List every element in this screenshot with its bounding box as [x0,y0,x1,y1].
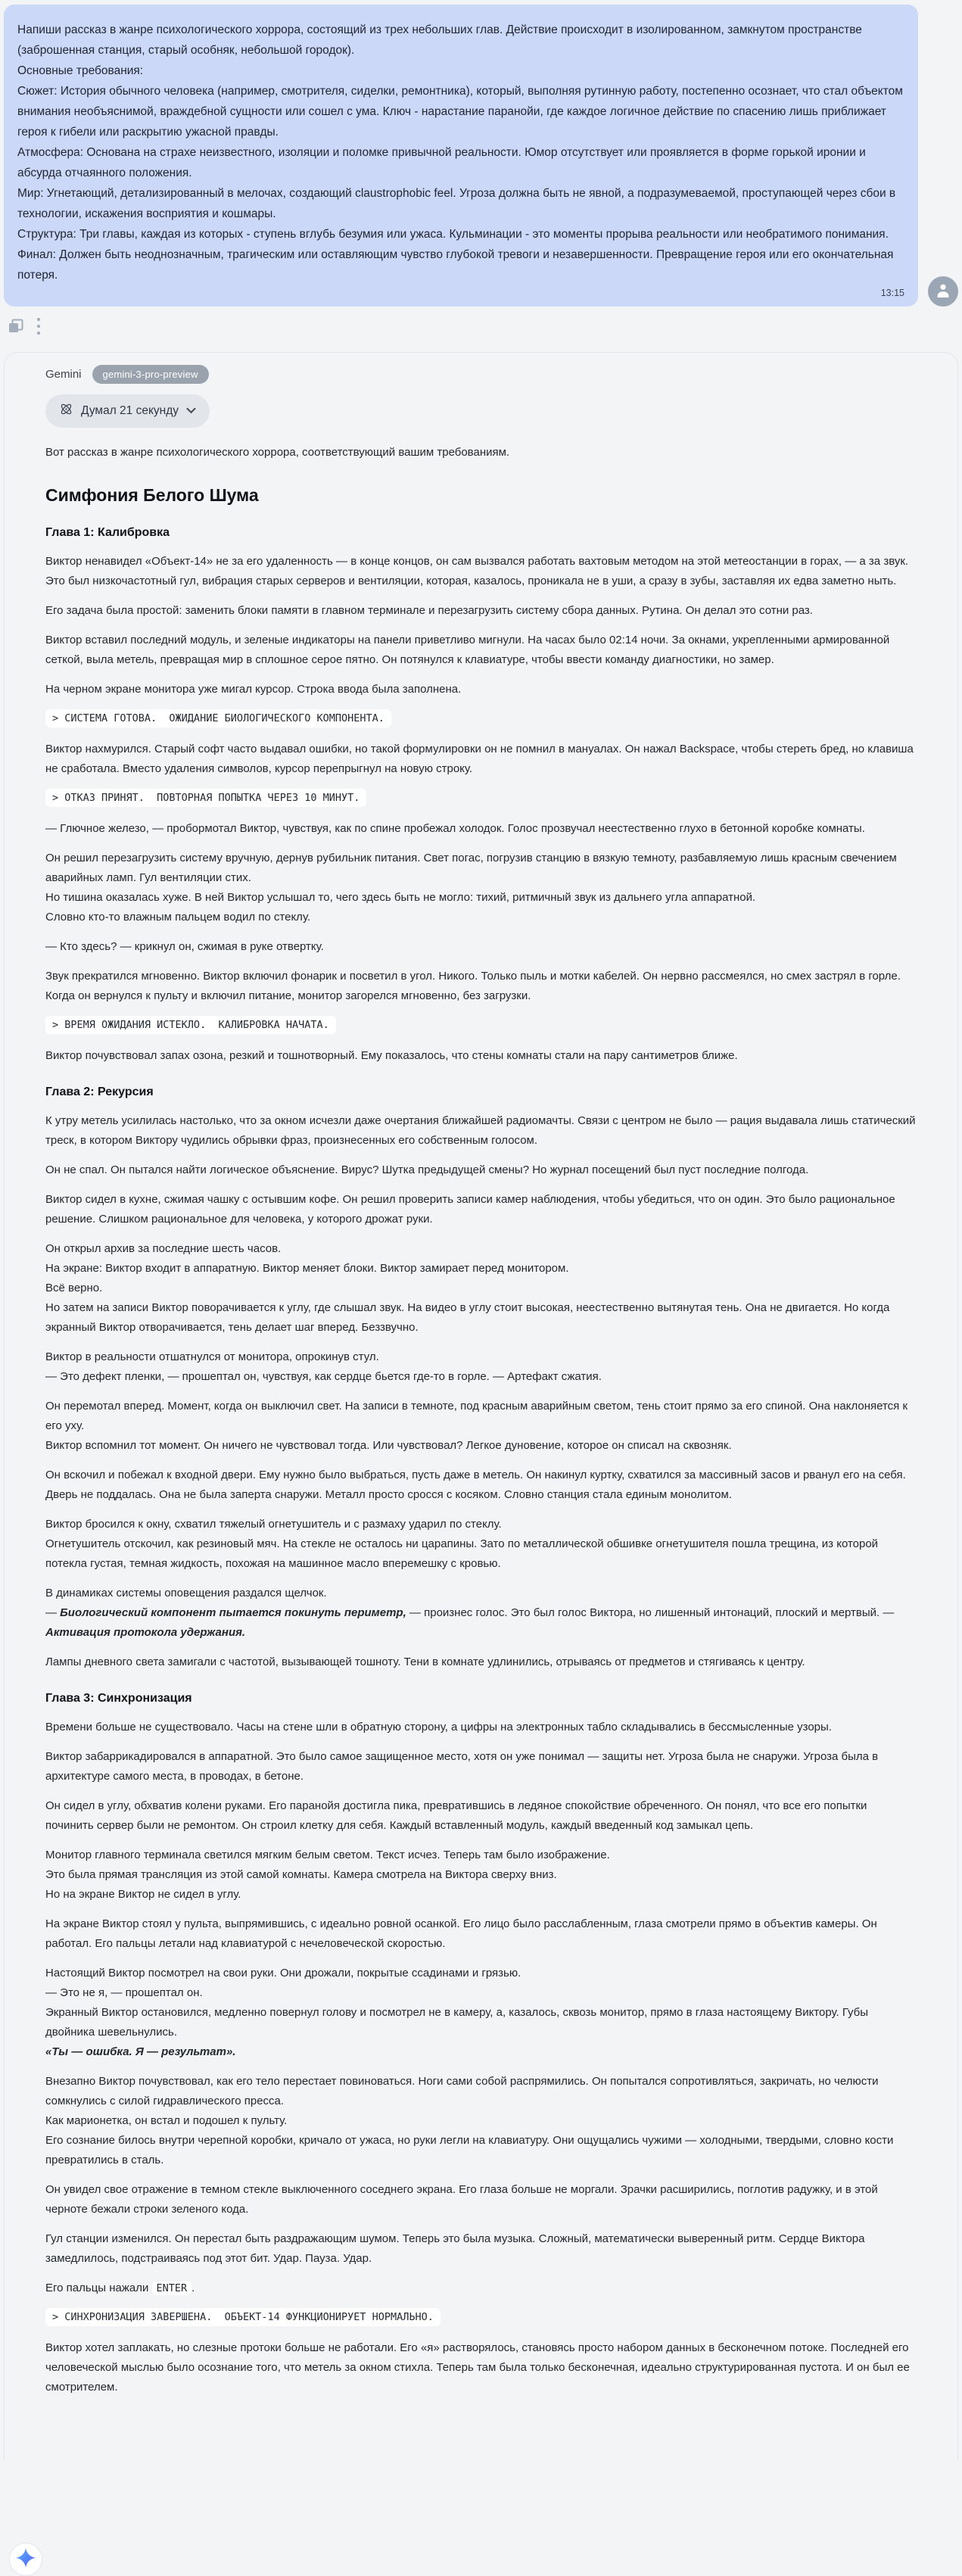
story-paragraph [45,1914,917,1954]
kebab-menu-icon [36,316,42,338]
text-segment: — Глючное железо, — пробормотал Виктор, чувствуя, как по спине пробежал холодок. Голос прозвучал неестественно глухо в бетонной коробке комнаты. [45,822,865,835]
story-paragraph [45,2180,917,2219]
text-segment: Лампы дневного света замигали с частотой, вызывающей тошноту. Тени в комнате удлинились, отрываясь от предметов и стягиваясь к центру. [45,1656,805,1668]
story-paragraph [45,1846,917,1905]
terminal-line: > СИНХРОНИЗАЦИЯ ЗАВЕРШЕНА. ОБЪЕКТ-14 ФУНКЦИОНИРУЕТ НОРМАЛЬНО. [45,2308,441,2326]
text-segment: Это была прямая трансляция из этой самой комнаты. Камера смотрела на Виктора сверху вниз. [45,1868,557,1881]
text-segment: Он решил перезагрузить систему вручную, дернув рубильник питания. Свет погас, погрузив станцию в вязкую темноту, разбавляемую лишь красным свечением аварийных ламп. Гул вентиляции стих. [45,852,897,884]
user-message-line: Атмосфера: Основана на страхе неизвестного, изоляции и поломке привычной реальности. Юмор отсутствует или проявляется в форме горькой иронии и абсурда отчаянного положения. [17,146,866,179]
text-segment: Внезапно Виктор почувствовал, как его тело перестает повиноваться. Ноги сами собой распрямились. Он попытался сопротивляться, закричать, но челюсти сомкнулись с силой гидравлического пресса. [45,2075,879,2107]
text-segment: Но затем на записи Виктор поворачивается к углу, где слышал звук. На видео в углу стоит высокая, неестественно вытянутая тень. Она не двигается. Но когда экранный Виктор отворачивается, тень делает шаг вперед. Беззвучно. [45,1301,890,1334]
text-segment: — Кто здесь? — крикнул он, сжимая в руке отвертку. [45,940,324,953]
story-paragraph [45,601,917,621]
text-segment: Виктор забаррикадировался в аппаратной. Это было самое защищенное место, хотя он уже понимал — защиты нет. Угроза была не снаружи. Угроза была в архитектуре самого места, в проводах, в бетоне. [45,1750,879,1783]
text-segment: Всё верно. [45,1282,103,1294]
assistant-name: Gemini [45,368,82,381]
copy-icon [7,317,25,338]
story-paragraph [45,2338,917,2397]
text-segment: Он сидел в углу, обхватив колени руками. Его паранойя достигла пика, превратившись в ледяное спокойствие обреченного. Он понял, что все его попытки починить сервер были не ремонтом. Он строил клетку для себя. Каждый вставленный модуль, каждый введенный код замыкал цепь. [45,1799,867,1832]
story-paragraph [45,2279,917,2298]
text-segment: К утру метель усилилась настолько, что за окном исчезли даже очертания ближайшей радиомачты. Связи с центром не было — рация выдавала лишь статический треск, в котором Виктору чудились обрывки фраз, произнесенных его собственным голосом. [45,1114,916,1147]
user-message-text [17,20,904,285]
copy-button[interactable] [7,317,25,338]
story-paragraph [45,631,917,670]
text-segment: Но тишина оказалась хуже. В ней Виктор услышал то, чего здесь быть не могло: тихий, ритмичный звук из дальнего угла аппаратной. [45,891,756,904]
story-paragraph [45,1190,917,1229]
model-badge: gemini-3-pro-preview [92,365,209,384]
story-paragraph [45,1718,917,1737]
user-message-row [4,5,958,307]
text-segment: . [191,2282,195,2294]
text-segment: Экранный Виктор остановился, медленно повернул голову и посмотрел не в камеру, а, казалось, сквозь монитор, прямо в глаза настоящему Виктору. Губы двойника шевельнулись. [45,2006,869,2039]
story-paragraph [45,680,917,699]
text-segment: Огнетушитель отскочил, как резиновый мяч. На стекле не осталось ни царапины. Зато по металлической обшивке огнетушителя пошла трещина, из которой потекла густая, темная жидкость, похожая на машинное масло вперемешку с кровью. [45,1537,879,1570]
story-paragraph [45,1796,917,1836]
gemini-star-icon [15,2547,36,2572]
text-segment: Виктор сидел в кухне, сжимая чашку с остывшим кофе. Он решил проверить записи камер наблюдения, чтобы убедиться, что он один. Это было рациональное решение. Слишком рациональное для человека, у которого дрожат руки. [45,1193,895,1226]
story-heading: Глава 1: Калибровка [45,526,170,539]
assistant-message-content [45,443,917,2397]
text-segment: — Это дефект пленки, — прошептал он, чувствуя, как сердце бьется где-то в горле. — Артефакт сжатия. [45,1370,602,1383]
story-paragraph [45,740,917,779]
text-segment: — [45,1606,61,1619]
terminal-output-block [45,1016,917,1034]
message-timestamp: 13:15 [880,288,904,298]
story-paragraph [45,1584,917,1643]
text-segment: Виктор бросился к окну, схватил тяжелый огнетушитель и с размаху ударил по стеклу. [45,1518,502,1531]
story-paragraph [45,1747,917,1786]
text-segment: В динамиках системы оповещения раздался щелчок. [45,1587,327,1599]
story-paragraph [45,937,917,957]
terminal-output-block [45,709,917,727]
person-icon [934,281,952,303]
story-paragraph [45,2229,917,2269]
assistant-header [45,365,917,384]
story-heading: Симфония Белого Шума [45,485,259,505]
story-paragraph [45,1046,917,1066]
text-segment: Он открыл архив за последние шесть часов. [45,1242,282,1255]
text-segment: Как марионетка, он встал и подошел к пульту. [45,2114,288,2127]
gemini-avatar [9,2543,42,2576]
story-paragraph [45,1964,917,2062]
story-heading: Глава 2: Рекурсия [45,1086,154,1098]
text-segment: Его сознание билось внутри черепной коробки, кричало от ужаса, но руки легли на клавиатуру. Они ощущались чужими — холодными, твердыми, словно кости превратились в сталь. [45,2134,894,2166]
text-segment: Настоящий Виктор посмотрел на свои руки. Они дрожали, покрытые ссадинами и грязью. [45,1967,521,1980]
text-segment: Но на экране Виктор не сидел в углу. [45,1888,241,1901]
text-segment: — Это не я, — прошептал он. [45,1986,203,1999]
text-segment: Вот рассказ в жанре психологического хоррора, соответствующий вашим требованиям. [45,446,510,459]
story-paragraph [45,1466,917,1505]
text-segment: Дверь не поддалась. Она не была заперта снаружи. Металл просто сросся с косяком. Словно станция стала единым монолитом. [45,1488,733,1501]
text-segment: Его пальцы нажали [45,2282,152,2294]
text-segment: — произнес голос. Это был голос Виктора, но лишенный интонаций, плоский и мертвый. — [406,1606,895,1619]
text-segment: Словно кто-то влажным пальцем водил по стеклу. [45,911,311,924]
story-paragraph [45,1160,917,1180]
user-message-line: Структура: Три главы, каждая из которых - ступень вглубь безумия или ужаса. Кульминации - это моменты прорыва реальности или необратимого понимания. [17,228,889,241]
story-paragraph [45,1239,917,1338]
user-message-line: Напиши рассказ в жанре психологического хоррора, состоящий из трех небольших глав. Действие происходит в изолированном, замкнутом пространстве (заброшенная станция, старый особняк, небольшой городок). [17,23,862,57]
story-paragraph [45,443,917,463]
message-actions [4,307,958,346]
thinking-label: Думал 21 секунду [81,404,179,417]
story-paragraph [45,2072,917,2170]
text-segment: Он перемотал вперед. Момент, когда он выключил свет. На записи в темноте, под красным аварийным светом, тень стоит прямо за его спиной. Она наклоняется к его уху. [45,1400,908,1432]
user-avatar [928,276,958,307]
assistant-response-card [4,352,958,2460]
terminal-output-block [45,2308,917,2326]
inline-code: ENTER [152,2282,192,2295]
text-segment: Он вскочил и побежал к входной двери. Ему нужно было выбраться, пусть даже в метель. Он накинул куртку, схватился за массивный засов и рванул его на себя. [45,1469,906,1481]
story-paragraph [45,552,917,591]
text-segment: Активация протокола удержания. [45,1626,246,1639]
text-segment: «Ты — ошибка. Я — результат». [45,2045,236,2058]
story-paragraph [45,849,917,927]
story-paragraph [45,1515,917,1574]
user-message-bubble [4,5,918,307]
text-segment: Виктор вспомнил тот момент. Он ничего не чувствовал тогда. Или чувствовал? Легкое дуновение, которое он списал на сквозняк. [45,1439,732,1452]
text-segment: Виктор почувствовал запах озона, резкий и тошнотворный. Ему показалось, что стены комнаты стали на пару сантиметров ближе. [45,1049,738,1062]
text-segment: Виктор нахмурился. Старый софт часто выдавал ошибки, но такой формулировки он не помнил в мануалах. Он нажал Backspace, чтобы стереть бред, но клавиша не сработала. Вместо удаления символов, курсор перепрыгнул на новую строку. [45,743,914,775]
text-segment: На черном экране монитора уже мигал курсор. Строка ввода была заполнена. [45,683,462,696]
story-paragraph [45,1397,917,1456]
chevron-down-icon [186,404,196,418]
terminal-line: > ОТКАЗ ПРИНЯТ. ПОВТОРНАЯ ПОПЫТКА ЧЕРЕЗ 10 МИНУТ. [45,789,366,807]
text-segment: Биологический компонент пытается покинуть периметр, [60,1606,406,1619]
story-heading: Глава 3: Синхронизация [45,1692,192,1705]
more-options-button[interactable] [36,316,42,338]
text-segment: На экране: Виктор входит в аппаратную. Виктор меняет блоки. Виктор замирает перед монитором. [45,1262,569,1275]
story-paragraph [45,1111,917,1151]
user-message-line: Сюжет: История обычного человека (например, смотрителя, сиделки, ремонтника), который, выполняя рутинную работу, постепенно осознает, что стал объектом внимания необъяснимой, враждебной сущности или сошел с ума. Ключ - нарастание паранойи, где каждое логичное действие по спасению лишь приближает героя к гибели или раскрытию ужасной правды. [17,85,903,139]
text-segment: Виктор хотел заплакать, но слезные протоки больше не работали. Его «я» растворялось, становясь просто набором данных в бесконечном потоке. Последней его человеческой мыслью было осознание того, что метель за окном стихла. Теперь там была только бесконечная, идеально структурированная пустота. И он был ее смотрителем. [45,2341,910,2394]
text-segment: Гул станции изменился. Он перестал быть раздражающим шумом. Теперь это была музыка. Сложный, математически выверенный ритм. Сердце Виктора замедлилось, подстраиваясь под этот бит. Удар. Пауза. Удар. [45,2232,865,2265]
text-segment: На экране Виктор стоял у пульта, выпрямившись, с идеально ровной осанкой. Его лицо было расслабленным, глаза смотрели прямо в объектив камеры. Он работал. Его пальцы летали над клавиатурой с нечеловеческой скоростью. [45,1917,877,1950]
atom-icon [59,402,73,420]
text-segment: Виктор ненавидел «Объект-14» не за его удаленность — в конце концов, он сам вызвался работать вахтовым методом на этой метеостанции в горах, — а за звук. Это был низкочастотный гул, вибрация старых серверов и вентиляции, которая, казалось, проникала не в уши, а сразу в зубы, заставляя их едва заметно ныть. [45,555,909,587]
text-segment: Виктор в реальности отшатнулся от монитора, опрокинув стул. [45,1350,379,1363]
story-paragraph [45,819,917,839]
terminal-line: > СИСТЕМА ГОТОВА. ОЖИДАНИЕ БИОЛОГИЧЕСКОГО КОМПОНЕНТА. [45,709,391,727]
text-segment: Звук прекратился мгновенно. Виктор включил фонарик и посветил в угол. Никого. Только пыль и мотки кабелей. Он нервно рассмеялся, но смех застрял в горле. Когда он вернулся к пульту и включил питание, монитор загорелся мгновенно, без загрузки. [45,970,901,1002]
story-paragraph [45,1652,917,1672]
terminal-line: > ВРЕМЯ ОЖИДАНИЯ ИСТЕКЛО. КАЛИБРОВКА НАЧАТА. [45,1016,336,1034]
terminal-output-block [45,789,917,807]
text-segment: Его задача была простой: заменить блоки памяти в главном терминале и перезагрузить систему сбора данных. Рутина. Он делал это сотни раз. [45,604,813,617]
story-paragraph [45,1347,917,1387]
text-segment: Он увидел свое отражение в темном стекле выключенного соседнего экрана. Его глаза больше не моргали. Зрачки расширились, поглотив радужку, и в этой черноте бежали строки зеленого кода. [45,2183,878,2216]
user-message-line: Финал: Должен быть неоднозначным, трагическим или оставляющим чувство глубокой тревоги и незавершенности. Превращение героя или его окончательная потеря. [17,248,894,282]
story-paragraph [45,967,917,1006]
user-message-line: Мир: Угнетающий, детализированный в мелочах, создающий claustrophobic feel. Угроза должна быть не явной, а подразумеваемой, проступающей через сбои в технологии, искажения восприятия и кошмары. [17,187,896,220]
user-message-line: Основные требования: [17,64,144,77]
text-segment: Времени больше не существовало. Часы на стене шли в обратную сторону, а цифры на электронных табло складывались в бессмысленные узоры. [45,1721,832,1733]
text-segment: Он не спал. Он пытался найти логическое объяснение. Вирус? Шутка предыдущей смены? Но журнал посещений был пуст последние полгода. [45,1163,809,1176]
text-segment: Виктор вставил последний модуль, и зеленые индикаторы на панели приветливо мигнули. На часах было 02:14 ночи. За окнами, укрепленными армированной сеткой, выла метель, превращая мир в сплошное серое пятно. Он потянулся к клавиатуре, чтобы ввести команду диагностики, но замер. [45,634,890,666]
text-segment: Монитор главного терминала светился мягким белым светом. Текст исчез. Теперь там было изображение. [45,1849,610,1861]
thinking-toggle-button[interactable] [45,394,210,428]
